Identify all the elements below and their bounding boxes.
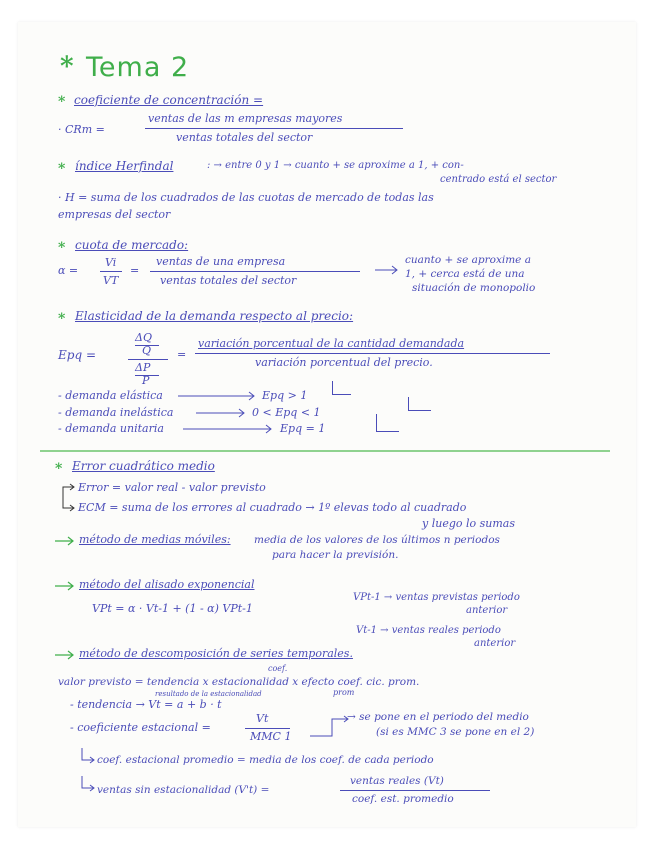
bracket-arrow-icon [310, 716, 352, 738]
market-share-note-1: cuanto + se aproxime a [405, 254, 531, 266]
vpt1-note-2: anterior [466, 605, 508, 616]
elasticity-fraction-line [195, 353, 550, 354]
unitary-condition: Epq = 1 [280, 422, 326, 435]
seasonal-note-2: (si es MMC 3 se pone en el 2) [376, 726, 535, 738]
elasticity-denominator: variación porcentual del precio. [255, 356, 433, 369]
ecm-definition-2: y luego lo sumas [422, 517, 515, 530]
market-share-fraction-line [150, 271, 360, 272]
equals-sign: = [130, 264, 140, 277]
crm-fraction-line [145, 128, 403, 129]
average-coef-definition: coef. estacional promedio = media de los coef. de cada periodo [97, 754, 434, 766]
delta-q: ΔQ [135, 331, 152, 344]
bullet-star: * [58, 94, 66, 110]
elasticity-numerator: variación porcentual de la cantidad demandada [198, 337, 465, 350]
p-label: P [142, 374, 150, 387]
vt1-note: Vt-1 → ventas reales periodo [356, 625, 501, 636]
decomposition-title: método de descomposición de series temporales. [79, 647, 353, 660]
flat-curve-icon [408, 397, 431, 411]
green-arrow-icon [55, 537, 77, 545]
herfindahl-definition-2: empresas del sector [58, 208, 171, 221]
title-star: * [60, 52, 74, 82]
page-title: Tema 2 [86, 52, 190, 83]
green-arrow-icon [55, 582, 77, 590]
market-share-numerator: ventas de una empresa [156, 255, 286, 268]
arrow-right-icon [196, 409, 248, 417]
section-divider [40, 450, 610, 452]
herfindahl-definition: · H = suma de los cuadrados de las cuotas de mercado de todas las [58, 191, 434, 204]
unit-curve-icon [376, 414, 399, 432]
seasonal-numerator: Vt [256, 712, 269, 725]
crm-denominator: ventas totales del sector [176, 131, 313, 144]
deseasonalized-denominator: coef. est. promedio [352, 793, 454, 805]
trend-formula: - tendencia → Vt = a + b · t [70, 698, 222, 711]
herfindahl-heading: índice Herfindal [75, 159, 174, 173]
seasonal-fraction-line [245, 728, 290, 729]
seasonal-denominator: MMC 1 [250, 730, 292, 743]
market-share-note-3: situación de monopolio [412, 282, 536, 294]
deseasonalized-label: ventas sin estacionalidad (V't) = [97, 784, 270, 796]
coef-note: coef. [268, 664, 288, 673]
prom-note: prom [333, 688, 355, 697]
herfindahl-range-note: : → entre 0 y 1 → cuanto + se aproxime a 1, + con- [207, 160, 464, 171]
crm-numerator: ventas de las m empresas mayores [148, 112, 343, 125]
main-fraction-line [128, 359, 168, 360]
exp-smoothing-title: método del alisado exponencial [79, 578, 255, 591]
moving-average-title: método de medias móviles: [79, 533, 231, 546]
market-share-heading: cuota de mercado: [75, 238, 189, 252]
bullet-star: * [58, 311, 66, 327]
arrow-right-icon [178, 392, 258, 400]
bullet-star: * [58, 240, 66, 256]
market-share-note-2: 1, + cerca está de una [405, 268, 525, 280]
vt1-note-2: anterior [474, 638, 516, 649]
ecm-definition: ECM = suma de los errores al cuadrado → 1º elevas todo al cuadrado [78, 501, 467, 514]
market-share-denominator: ventas totales del sector [160, 274, 297, 287]
bullet-star: * [55, 461, 63, 477]
hook-arrow-icon [80, 748, 96, 764]
vi-fraction-line [100, 271, 122, 272]
delta-p: ΔP [135, 361, 151, 374]
inelastic-condition: 0 < Epq < 1 [252, 406, 321, 419]
green-arrow-icon [55, 651, 77, 659]
vt-label: VT [103, 274, 119, 287]
crm-label: · CRm = [58, 123, 105, 136]
seasonal-note: → se pone en el periodo del medio [347, 711, 529, 723]
error-definition: Error = valor real - valor previsto [78, 481, 266, 494]
deseasonalized-numerator: ventas reales (Vt) [350, 775, 444, 787]
bullet-star: * [58, 161, 66, 177]
unitary-demand-label: - demanda unitaria [58, 422, 164, 435]
alpha-label: α = [58, 264, 79, 277]
mse-heading: Error cuadrático medio [72, 459, 215, 473]
exp-formula: VPt = α · Vt-1 + (1 - α) VPt-1 [92, 602, 253, 615]
steep-curve-icon [332, 381, 351, 395]
equals-sign: = [177, 348, 187, 361]
vpt1-note: VPt-1 → ventas previstas periodo [353, 592, 520, 603]
herfindahl-range-note-2: centrado está el sector [440, 174, 557, 185]
epq-label: Epq = [58, 348, 96, 362]
arrow-right-icon [375, 266, 400, 274]
seasonal-coef-label: - coeficiente estacional = [70, 721, 211, 734]
hook-arrow-icon [80, 776, 96, 792]
deseasonalized-fraction-line [340, 790, 490, 791]
moving-average-desc: media de los valores de los últimos n periodos [254, 534, 500, 546]
elastic-condition: Epq > 1 [262, 389, 308, 402]
bracket-arrow-icon [60, 484, 76, 512]
inelastic-demand-label: - demanda inelástica [58, 406, 174, 419]
elastic-demand-label: - demanda elástica [58, 389, 163, 402]
vi-label: Vi [105, 256, 117, 269]
arrow-right-icon [183, 425, 275, 433]
elasticity-heading: Elasticidad de la demanda respecto al precio: [75, 309, 354, 323]
seasonality-small-note: resultado de la estacionalidad [155, 690, 262, 698]
q-label: Q [142, 344, 152, 357]
forecast-formula: valor previsto = tendencia x estacionalidad x efecto coef. cic. prom. [58, 676, 420, 688]
concentration-heading: coeficiente de concentración = [74, 93, 264, 107]
moving-average-desc-2: para hacer la previsión. [272, 549, 399, 561]
